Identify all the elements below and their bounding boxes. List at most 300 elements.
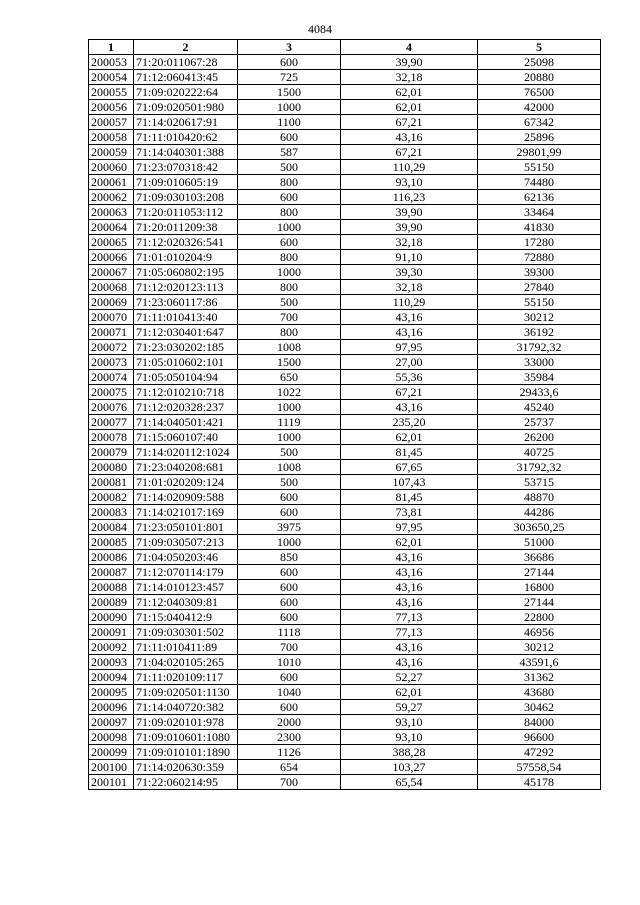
cadastral-number-cell: 71:14:020630:359 xyxy=(134,760,238,775)
cadastral-number-cell: 71:14:040501:421 xyxy=(134,415,238,430)
area-cell: 650 xyxy=(238,370,341,385)
rate-cell: 32,18 xyxy=(341,70,478,85)
rate-cell: 39,90 xyxy=(341,205,478,220)
cadastral-number-cell: 71:01:010204:9 xyxy=(134,250,238,265)
cadastral-number-cell: 71:14:040720:382 xyxy=(134,700,238,715)
rate-cell: 52,27 xyxy=(341,670,478,685)
table-row xyxy=(89,100,601,115)
value-cell: 67342 xyxy=(478,115,601,130)
value-cell: 303650,25 xyxy=(478,520,601,535)
value-cell: 17280 xyxy=(478,235,601,250)
row-number-cell: 200073 xyxy=(89,355,134,370)
rate-cell: 32,18 xyxy=(341,280,478,295)
rate-cell: 55,36 xyxy=(341,370,478,385)
row-number-cell: 200101 xyxy=(89,775,134,790)
row-number-cell: 200079 xyxy=(89,445,134,460)
value-cell: 25737 xyxy=(478,415,601,430)
area-cell: 500 xyxy=(238,295,341,310)
area-cell: 1500 xyxy=(238,85,341,100)
value-cell: 40725 xyxy=(478,445,601,460)
area-cell: 800 xyxy=(238,280,341,295)
cadastral-number-cell: 71:04:020105:265 xyxy=(134,655,238,670)
table-row xyxy=(89,670,601,685)
value-cell: 84000 xyxy=(478,715,601,730)
area-cell: 850 xyxy=(238,550,341,565)
rate-cell: 67,65 xyxy=(341,460,478,475)
cadastral-number-cell: 71:14:020112:1024 xyxy=(134,445,238,460)
value-cell: 74480 xyxy=(478,175,601,190)
cadastral-number-cell: 71:23:030202:185 xyxy=(134,340,238,355)
rate-cell: 62,01 xyxy=(341,430,478,445)
value-cell: 62136 xyxy=(478,190,601,205)
table-row xyxy=(89,730,601,745)
area-cell: 1000 xyxy=(238,400,341,415)
table-row xyxy=(89,70,601,85)
table-row xyxy=(89,55,601,70)
value-cell: 26200 xyxy=(478,430,601,445)
table-row xyxy=(89,250,601,265)
row-number-cell: 200095 xyxy=(89,685,134,700)
row-number-cell: 200065 xyxy=(89,235,134,250)
table-row xyxy=(89,490,601,505)
column-header-1: 1 xyxy=(89,40,134,55)
rate-cell: 107,43 xyxy=(341,475,478,490)
value-cell: 43680 xyxy=(478,685,601,700)
row-number-cell: 200086 xyxy=(89,550,134,565)
table-row xyxy=(89,565,601,580)
value-cell: 31362 xyxy=(478,670,601,685)
cadastral-number-cell: 71:20:011053:112 xyxy=(134,205,238,220)
value-cell: 72880 xyxy=(478,250,601,265)
cadastral-number-cell: 71:11:010420:62 xyxy=(134,130,238,145)
rate-cell: 43,16 xyxy=(341,580,478,595)
area-cell: 3975 xyxy=(238,520,341,535)
table-row xyxy=(89,175,601,190)
area-cell: 600 xyxy=(238,490,341,505)
area-cell: 500 xyxy=(238,445,341,460)
row-number-cell: 200068 xyxy=(89,280,134,295)
rate-cell: 103,27 xyxy=(341,760,478,775)
table-row xyxy=(89,475,601,490)
row-number-cell: 200062 xyxy=(89,190,134,205)
column-header-3: 3 xyxy=(238,40,341,55)
area-cell: 600 xyxy=(238,130,341,145)
area-cell: 500 xyxy=(238,160,341,175)
value-cell: 48870 xyxy=(478,490,601,505)
area-cell: 600 xyxy=(238,595,341,610)
table-row xyxy=(89,280,601,295)
row-number-cell: 200080 xyxy=(89,460,134,475)
row-number-cell: 200081 xyxy=(89,475,134,490)
rate-cell: 93,10 xyxy=(341,175,478,190)
row-number-cell: 200077 xyxy=(89,415,134,430)
area-cell: 500 xyxy=(238,475,341,490)
table-row xyxy=(89,355,601,370)
rate-cell: 77,13 xyxy=(341,610,478,625)
cadastral-number-cell: 71:22:060214:95 xyxy=(134,775,238,790)
area-cell: 1100 xyxy=(238,115,341,130)
table-row xyxy=(89,295,601,310)
cadastral-number-cell: 71:09:010101:1890 xyxy=(134,745,238,760)
rate-cell: 97,95 xyxy=(341,340,478,355)
value-cell: 27840 xyxy=(478,280,601,295)
rate-cell: 43,16 xyxy=(341,640,478,655)
area-cell: 600 xyxy=(238,235,341,250)
table-row xyxy=(89,130,601,145)
table-row xyxy=(89,340,601,355)
cadastral-number-cell: 71:14:040301:388 xyxy=(134,145,238,160)
rate-cell: 67,21 xyxy=(341,385,478,400)
value-cell: 33464 xyxy=(478,205,601,220)
table-row xyxy=(89,550,601,565)
area-cell: 2300 xyxy=(238,730,341,745)
area-cell: 1008 xyxy=(238,340,341,355)
cadastral-number-cell: 71:12:060413:45 xyxy=(134,70,238,85)
table-row xyxy=(89,325,601,340)
table-row xyxy=(89,640,601,655)
value-cell: 35984 xyxy=(478,370,601,385)
cadastral-number-cell: 71:09:010601:1080 xyxy=(134,730,238,745)
value-cell: 31792,32 xyxy=(478,460,601,475)
area-cell: 654 xyxy=(238,760,341,775)
row-number-cell: 200063 xyxy=(89,205,134,220)
rate-cell: 116,23 xyxy=(341,190,478,205)
table-row xyxy=(89,580,601,595)
cadastral-number-cell: 71:01:020209:124 xyxy=(134,475,238,490)
area-cell: 1000 xyxy=(238,430,341,445)
row-number-cell: 200092 xyxy=(89,640,134,655)
value-cell: 29433,6 xyxy=(478,385,601,400)
row-number-cell: 200089 xyxy=(89,595,134,610)
rate-cell: 43,16 xyxy=(341,310,478,325)
area-cell: 600 xyxy=(238,580,341,595)
rate-cell: 93,10 xyxy=(341,715,478,730)
area-cell: 1040 xyxy=(238,685,341,700)
row-number-cell: 200067 xyxy=(89,265,134,280)
row-number-cell: 200094 xyxy=(89,670,134,685)
row-number-cell: 200084 xyxy=(89,520,134,535)
table-row xyxy=(89,535,601,550)
cadastral-number-cell: 71:14:020909:588 xyxy=(134,490,238,505)
area-cell: 700 xyxy=(238,775,341,790)
cadastral-number-cell: 71:12:030401:647 xyxy=(134,325,238,340)
table-row xyxy=(89,265,601,280)
value-cell: 53715 xyxy=(478,475,601,490)
area-cell: 600 xyxy=(238,610,341,625)
area-cell: 725 xyxy=(238,70,341,85)
area-cell: 1126 xyxy=(238,745,341,760)
value-cell: 45178 xyxy=(478,775,601,790)
cadastral-number-cell: 71:11:010413:40 xyxy=(134,310,238,325)
cadastral-number-cell: 71:23:060117:86 xyxy=(134,295,238,310)
area-cell: 600 xyxy=(238,55,341,70)
column-header-5: 5 xyxy=(478,40,601,55)
cadastral-number-cell: 71:23:070318:42 xyxy=(134,160,238,175)
cadastral-number-cell: 71:11:020109:117 xyxy=(134,670,238,685)
cadastral-number-cell: 71:14:021017:169 xyxy=(134,505,238,520)
cadastral-number-cell: 71:05:010602:101 xyxy=(134,355,238,370)
table-row xyxy=(89,400,601,415)
row-number-cell: 200090 xyxy=(89,610,134,625)
cadastral-number-cell: 71:23:040208:681 xyxy=(134,460,238,475)
rate-cell: 73,81 xyxy=(341,505,478,520)
rate-cell: 67,21 xyxy=(341,145,478,160)
value-cell: 47292 xyxy=(478,745,601,760)
row-number-cell: 200098 xyxy=(89,730,134,745)
value-cell: 27144 xyxy=(478,595,601,610)
value-cell: 33000 xyxy=(478,355,601,370)
value-cell: 46956 xyxy=(478,625,601,640)
table-row xyxy=(89,115,601,130)
table-row xyxy=(89,415,601,430)
table-row xyxy=(89,775,601,790)
rate-cell: 77,13 xyxy=(341,625,478,640)
rate-cell: 43,16 xyxy=(341,400,478,415)
row-number-cell: 200088 xyxy=(89,580,134,595)
rate-cell: 62,01 xyxy=(341,685,478,700)
table-row xyxy=(89,700,601,715)
value-cell: 30212 xyxy=(478,310,601,325)
area-cell: 700 xyxy=(238,640,341,655)
value-cell: 30212 xyxy=(478,640,601,655)
value-cell: 43591,6 xyxy=(478,655,601,670)
value-cell: 31792,32 xyxy=(478,340,601,355)
area-cell: 600 xyxy=(238,505,341,520)
area-cell: 1000 xyxy=(238,100,341,115)
table-row xyxy=(89,385,601,400)
row-number-cell: 200059 xyxy=(89,145,134,160)
row-number-cell: 200060 xyxy=(89,160,134,175)
row-number-cell: 200087 xyxy=(89,565,134,580)
rate-cell: 110,29 xyxy=(341,295,478,310)
row-number-cell: 200075 xyxy=(89,385,134,400)
cadastral-number-cell: 71:23:050101:801 xyxy=(134,520,238,535)
cadastral-number-cell: 71:09:030301:502 xyxy=(134,625,238,640)
rate-cell: 39,90 xyxy=(341,220,478,235)
rate-cell: 43,16 xyxy=(341,595,478,610)
rate-cell: 67,21 xyxy=(341,115,478,130)
page-number: 4084 xyxy=(308,22,332,36)
area-cell: 1118 xyxy=(238,625,341,640)
value-cell: 55150 xyxy=(478,295,601,310)
area-cell: 600 xyxy=(238,190,341,205)
row-number-cell: 200053 xyxy=(89,55,134,70)
rate-cell: 65,54 xyxy=(341,775,478,790)
rate-cell: 235,20 xyxy=(341,415,478,430)
column-header-4: 4 xyxy=(341,40,478,55)
value-cell: 45240 xyxy=(478,400,601,415)
area-cell: 1010 xyxy=(238,655,341,670)
area-cell: 1000 xyxy=(238,220,341,235)
value-cell: 42000 xyxy=(478,100,601,115)
rate-cell: 39,30 xyxy=(341,265,478,280)
table-row xyxy=(89,655,601,670)
table-row xyxy=(89,220,601,235)
table-row xyxy=(89,85,601,100)
cadastral-number-cell: 71:09:020222:64 xyxy=(134,85,238,100)
area-cell: 1000 xyxy=(238,535,341,550)
rate-cell: 62,01 xyxy=(341,100,478,115)
cadastral-number-cell: 71:15:040412:9 xyxy=(134,610,238,625)
rate-cell: 388,28 xyxy=(341,745,478,760)
value-cell: 29801,99 xyxy=(478,145,601,160)
table-row xyxy=(89,445,601,460)
rate-cell: 39,90 xyxy=(341,55,478,70)
rate-cell: 97,95 xyxy=(341,520,478,535)
value-cell: 51000 xyxy=(478,535,601,550)
cadastral-number-cell: 71:12:020123:113 xyxy=(134,280,238,295)
cadastral-number-cell: 71:09:020101:978 xyxy=(134,715,238,730)
table-row xyxy=(89,160,601,175)
table-row xyxy=(89,370,601,385)
row-number-cell: 200083 xyxy=(89,505,134,520)
cadastral-number-cell: 71:09:020501:1130 xyxy=(134,685,238,700)
area-cell: 800 xyxy=(238,250,341,265)
table-row xyxy=(89,595,601,610)
table-row xyxy=(89,760,601,775)
row-number-cell: 200056 xyxy=(89,100,134,115)
cadastral-number-cell: 71:09:030103:208 xyxy=(134,190,238,205)
row-number-cell: 200099 xyxy=(89,745,134,760)
area-cell: 1022 xyxy=(238,385,341,400)
area-cell: 1000 xyxy=(238,265,341,280)
cadastral-number-cell: 71:09:030507:213 xyxy=(134,535,238,550)
table-row xyxy=(89,715,601,730)
rate-cell: 32,18 xyxy=(341,235,478,250)
table-row xyxy=(89,505,601,520)
area-cell: 600 xyxy=(238,670,341,685)
cadastral-number-cell: 71:15:060107:40 xyxy=(134,430,238,445)
cadastral-number-cell: 71:12:040309:81 xyxy=(134,595,238,610)
value-cell: 36192 xyxy=(478,325,601,340)
value-cell: 36686 xyxy=(478,550,601,565)
value-cell: 39300 xyxy=(478,265,601,280)
table-row xyxy=(89,520,601,535)
value-cell: 22800 xyxy=(478,610,601,625)
rate-cell: 91,10 xyxy=(341,250,478,265)
table-row xyxy=(89,745,601,760)
cadastral-number-cell: 71:11:010411:89 xyxy=(134,640,238,655)
row-number-cell: 200100 xyxy=(89,760,134,775)
area-cell: 800 xyxy=(238,325,341,340)
area-cell: 600 xyxy=(238,700,341,715)
rate-cell: 43,16 xyxy=(341,550,478,565)
value-cell: 25098 xyxy=(478,55,601,70)
cadastral-number-cell: 71:12:010210:718 xyxy=(134,385,238,400)
table-row xyxy=(89,625,601,640)
row-number-cell: 200091 xyxy=(89,625,134,640)
value-cell: 27144 xyxy=(478,565,601,580)
table-row xyxy=(89,145,601,160)
row-number-cell: 200097 xyxy=(89,715,134,730)
rate-cell: 110,29 xyxy=(341,160,478,175)
row-number-cell: 200064 xyxy=(89,220,134,235)
rate-cell: 81,45 xyxy=(341,445,478,460)
row-number-cell: 200069 xyxy=(89,295,134,310)
rate-cell: 93,10 xyxy=(341,730,478,745)
row-number-cell: 200085 xyxy=(89,535,134,550)
cadastral-number-cell: 71:12:070114:179 xyxy=(134,565,238,580)
cadastral-number-cell: 71:05:060802:195 xyxy=(134,265,238,280)
value-cell: 57558,54 xyxy=(478,760,601,775)
table-row xyxy=(89,430,601,445)
value-cell: 55150 xyxy=(478,160,601,175)
rate-cell: 43,16 xyxy=(341,130,478,145)
row-number-cell: 200078 xyxy=(89,430,134,445)
row-number-cell: 200061 xyxy=(89,175,134,190)
cadastral-number-cell: 71:20:011209:38 xyxy=(134,220,238,235)
cadastral-number-cell: 71:20:011067:28 xyxy=(134,55,238,70)
area-cell: 800 xyxy=(238,175,341,190)
row-number-cell: 200071 xyxy=(89,325,134,340)
value-cell: 76500 xyxy=(478,85,601,100)
row-number-cell: 200076 xyxy=(89,400,134,415)
row-number-cell: 200054 xyxy=(89,70,134,85)
cadastral-number-cell: 71:14:010123:457 xyxy=(134,580,238,595)
cadastral-number-cell: 71:12:020326:541 xyxy=(134,235,238,250)
table-row xyxy=(89,685,601,700)
rate-cell: 27,00 xyxy=(341,355,478,370)
area-cell: 1500 xyxy=(238,355,341,370)
table-row xyxy=(89,310,601,325)
cadastral-number-cell: 71:04:050203:46 xyxy=(134,550,238,565)
row-number-cell: 200096 xyxy=(89,700,134,715)
value-cell: 16800 xyxy=(478,580,601,595)
value-cell: 30462 xyxy=(478,700,601,715)
row-number-cell: 200066 xyxy=(89,250,134,265)
row-number-cell: 200074 xyxy=(89,370,134,385)
column-header-2: 2 xyxy=(134,40,238,55)
row-number-cell: 200057 xyxy=(89,115,134,130)
table-row xyxy=(89,460,601,475)
row-number-cell: 200082 xyxy=(89,490,134,505)
cadastral-number-cell: 71:09:010605:19 xyxy=(134,175,238,190)
rate-cell: 43,16 xyxy=(341,325,478,340)
area-cell: 587 xyxy=(238,145,341,160)
area-cell: 2000 xyxy=(238,715,341,730)
cadastral-number-cell: 71:05:050104:94 xyxy=(134,370,238,385)
header-row xyxy=(89,40,601,55)
area-cell: 1008 xyxy=(238,460,341,475)
rate-cell: 62,01 xyxy=(341,85,478,100)
value-cell: 25896 xyxy=(478,130,601,145)
area-cell: 1119 xyxy=(238,415,341,430)
row-number-cell: 200093 xyxy=(89,655,134,670)
area-cell: 600 xyxy=(238,565,341,580)
row-number-cell: 200070 xyxy=(89,310,134,325)
cadastral-number-cell: 71:14:020617:91 xyxy=(134,115,238,130)
value-cell: 41830 xyxy=(478,220,601,235)
row-number-cell: 200072 xyxy=(89,340,134,355)
value-cell: 96600 xyxy=(478,730,601,745)
rate-cell: 81,45 xyxy=(341,490,478,505)
cadastral-number-cell: 71:09:020501:980 xyxy=(134,100,238,115)
table-row xyxy=(89,235,601,250)
table-body xyxy=(89,55,601,790)
area-cell: 800 xyxy=(238,205,341,220)
rate-cell: 43,16 xyxy=(341,565,478,580)
value-cell: 44286 xyxy=(478,505,601,520)
area-cell: 700 xyxy=(238,310,341,325)
rate-cell: 62,01 xyxy=(341,535,478,550)
data-table xyxy=(88,39,601,790)
cadastral-number-cell: 71:12:020328:237 xyxy=(134,400,238,415)
table-row xyxy=(89,190,601,205)
table-row xyxy=(89,205,601,220)
rate-cell: 59,27 xyxy=(341,700,478,715)
table-row xyxy=(89,610,601,625)
rate-cell: 43,16 xyxy=(341,655,478,670)
